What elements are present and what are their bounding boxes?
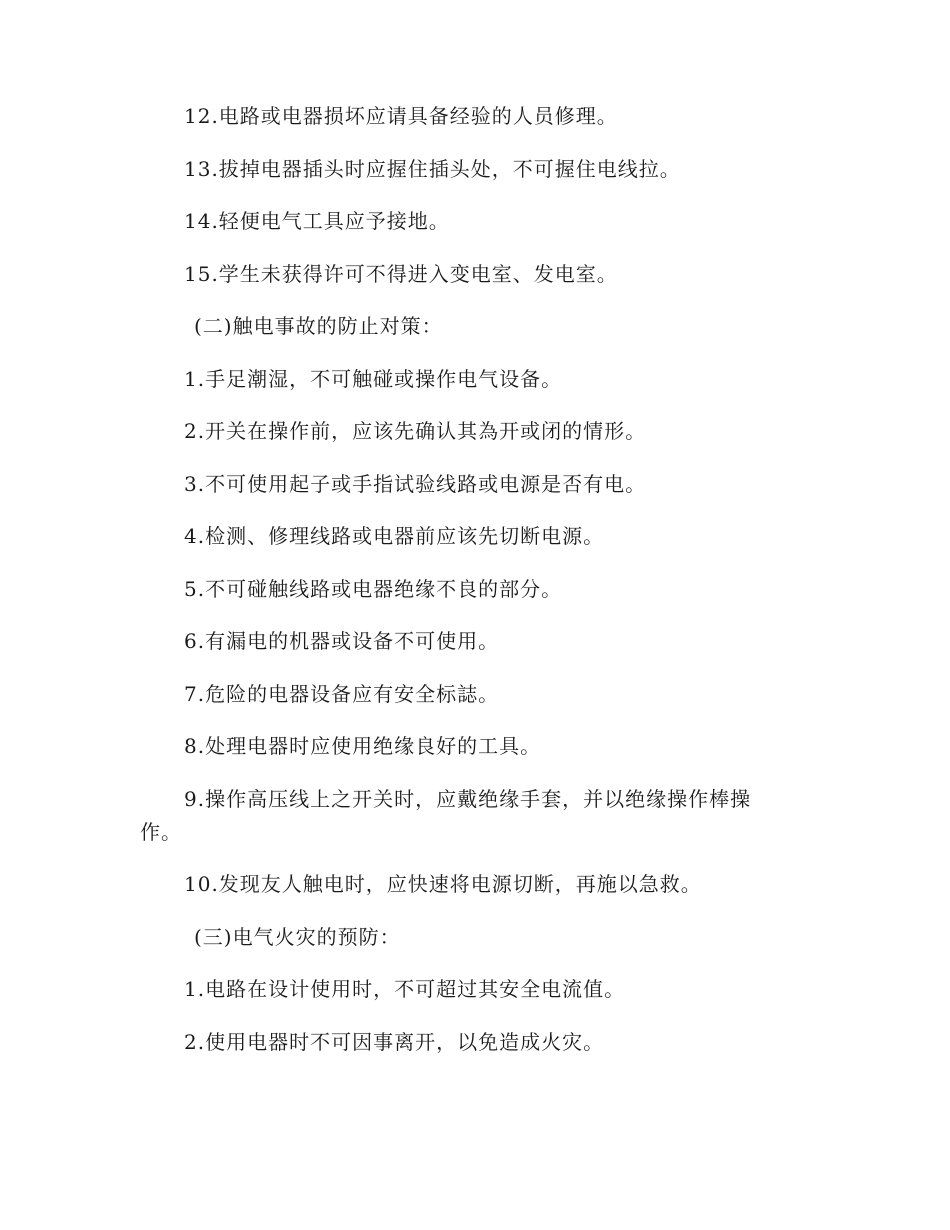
list-item: 2.开关在操作前，应该先确认其為开或闭的情形。: [184, 419, 647, 443]
list-item: 14.轻便电气工具应予接地。: [184, 209, 450, 233]
list-item: 2.使用电器时不可因事离开，以免造成火灾。: [184, 1029, 605, 1054]
list-item: 4.检测、修理线路或电器前应该先切断电源。: [184, 524, 605, 548]
list-item: 13.拔掉电器插头时应握住插头处，不可握住电线拉。: [184, 156, 681, 181]
list-item: 1.电路在设计使用时，不可超过其安全电流值。: [184, 977, 626, 1001]
list-item: 9.操作高压线上之开关时，应戴绝缘手套，并以绝缘操作棒操作。: [140, 786, 752, 844]
section-heading: (三)电气火灾的预防：: [194, 924, 401, 949]
document-body: [140, 100, 780, 1078]
section-heading: (二)触电事故的防止对策：: [194, 314, 443, 338]
list-item: 8.处理电器时应使用绝缘良好的工具。: [184, 734, 542, 758]
list-item: 12.电路或电器损坏应请具备经验的人员修理。: [184, 104, 618, 128]
list-item: 6.有漏电的机器或设备不可使用。: [184, 629, 500, 653]
list-item: 15.学生未获得许可不得进入变电室、发电室。: [184, 261, 618, 286]
list-item: 7.危险的电器设备应有安全标誌。: [184, 681, 500, 706]
list-item: 1.手足潮湿，不可触碰或操作电气设备。: [184, 366, 563, 391]
list-item: 3.不可使用起子或手指试验线路或电源是否有电。: [184, 471, 647, 496]
list-item: 5.不可碰触线路或电器绝缘不良的部分。: [184, 576, 563, 601]
list-item: 10.发现友人触电时，应快速将电源切断，再施以急救。: [184, 872, 702, 896]
